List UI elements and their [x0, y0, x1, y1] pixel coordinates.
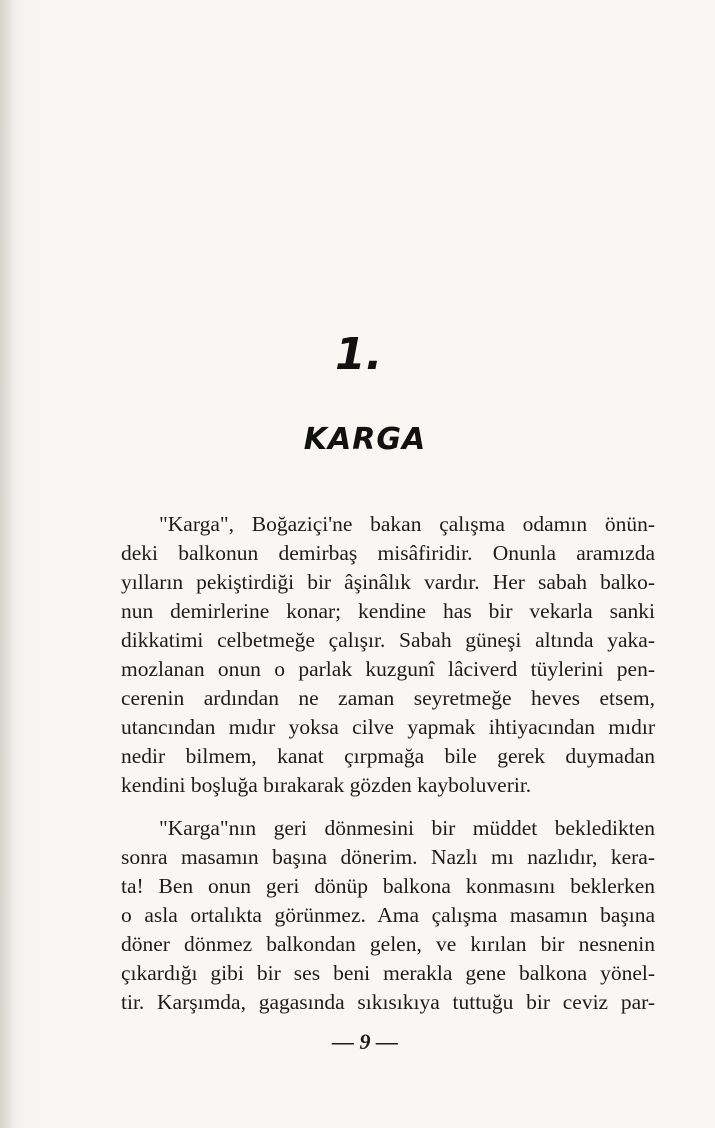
text-line: utancından mıdır yoksa cilve yapmak ihtiyacından mıdır — [121, 715, 655, 739]
text-line: dikkatimi celbetmeğe çalışır. Sabah güneşi altında yaka- — [121, 628, 655, 652]
text-line: mozlanan onun o parlak kuzgunî lâciverd tüylerini pen- — [121, 657, 655, 681]
text-line: cerenin ardından ne zaman seyretmeğe heves etsem, — [121, 686, 655, 710]
text-line: ta! Ben onun geri dönüp balkona konmasını beklerken — [121, 874, 655, 898]
chapter-title: KARGA — [303, 422, 427, 457]
text-line: tir. Karşımda, gagasında sıkısıkıya tuttuğu bir ceviz par- — [121, 990, 655, 1014]
text-line: kendini boşluğa bırakarak gözden kayboluverir. — [121, 773, 532, 797]
text-line: o asla ortalıkta görünmez. Ama çalışma masamın başına — [121, 903, 655, 927]
text-line: döner dönmez balkondan gelen, ve kırılan bir nesnenin — [121, 932, 655, 956]
text-line: "Karga", Boğaziçi'ne bakan çalışma odamın önün- — [159, 512, 655, 536]
chapter-number: 1. — [335, 329, 383, 380]
gutter-shadow — [0, 0, 14, 1128]
text-line: nedir bilmem, kanat çırpmağa bile gerek duymadan — [121, 744, 655, 768]
paragraph-2 — [121, 814, 655, 1017]
text-line: sonra masamın başına dönerim. Nazlı mı nazlıdır, kera- — [121, 845, 655, 869]
text-line: çıkardığı gibi bir ses beni merakla gene balkona yönel- — [121, 961, 655, 985]
paragraph-1 — [121, 510, 655, 800]
text-line: nun demirlerine konar; kendine has bir vekarla sanki — [121, 599, 655, 623]
page-number: — 9 — — [332, 1029, 398, 1054]
body-text — [121, 510, 655, 1017]
text-line: "Karga"nın geri dönmesini bir müddet bekledikten — [159, 816, 655, 840]
text-line: yılların pekiştirdiği bir âşinâlık vardır. Her sabah balko- — [121, 570, 655, 594]
text-line: deki balkonun demirbaş misâfiridir. Onunla aramızda — [121, 541, 655, 565]
